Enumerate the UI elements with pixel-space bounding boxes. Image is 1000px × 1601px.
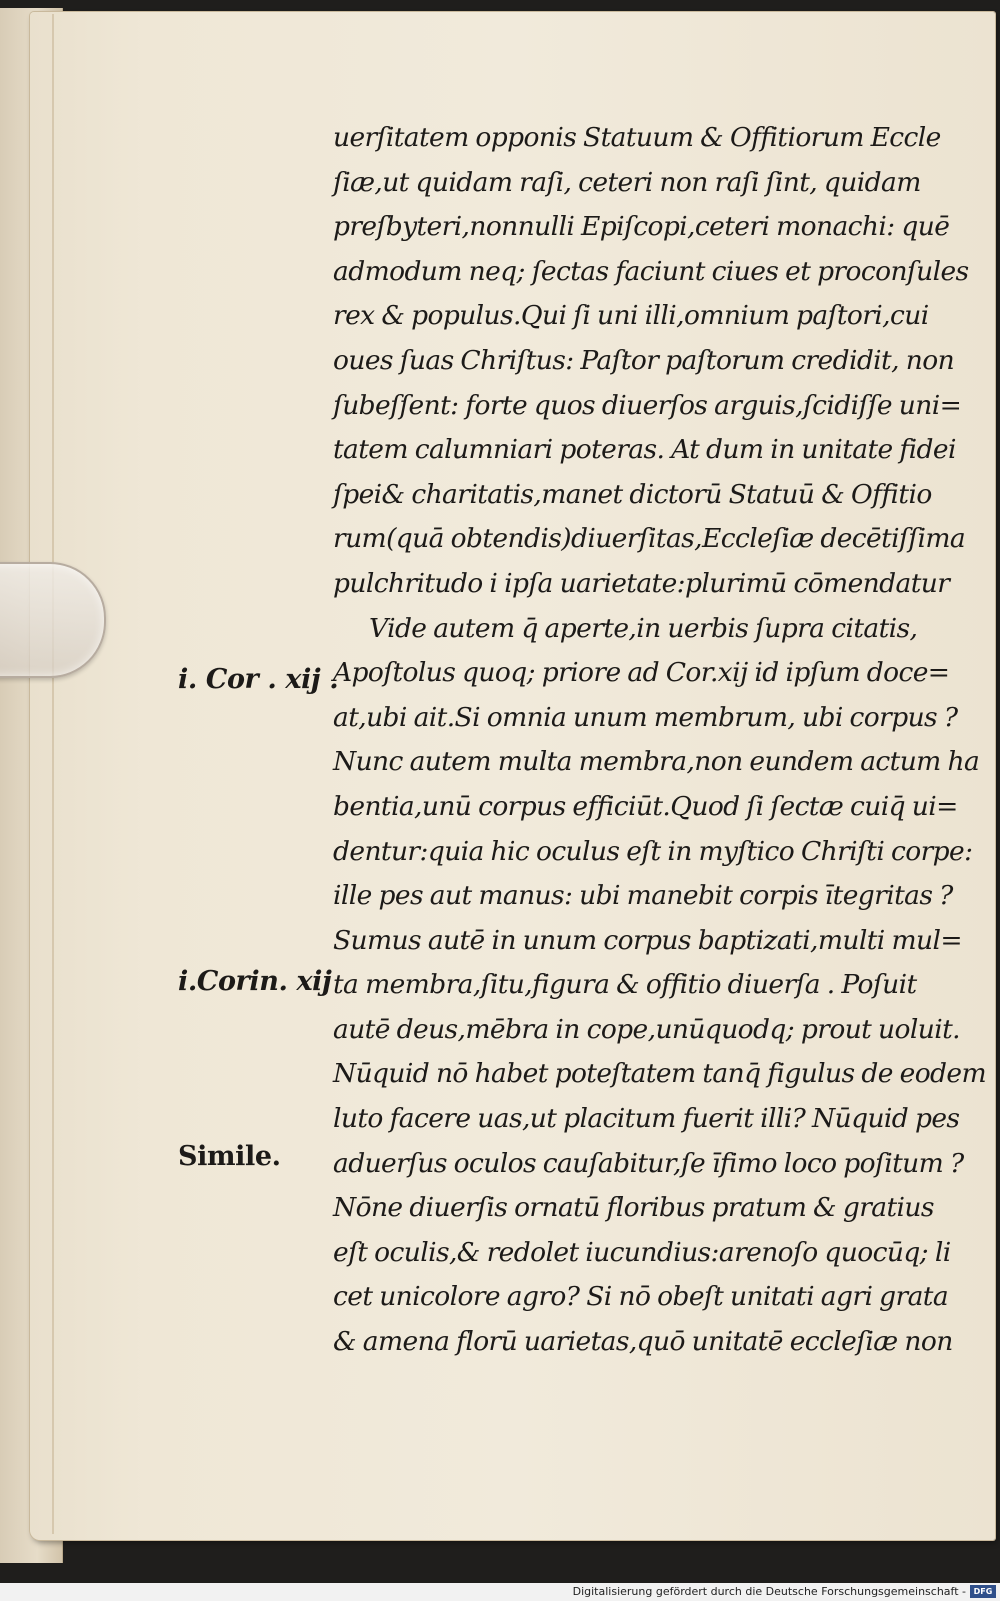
margin-note-corin-xij: i.Corin. xij bbox=[178, 966, 332, 997]
text-line: bentia,unū corpus efficiūt.Quod ſi ſectæ cuiq̄ ui= bbox=[333, 790, 958, 822]
text-line: Apoſtolus quoq; priore ad Cor.xij id ipſum doce= bbox=[333, 657, 950, 689]
text-line: admodum neq; ſectas faciunt ciues et proconſules bbox=[333, 255, 969, 287]
text-line: ſubeſſent: forte quos diuerſos arguis,ſcidiſſe uni= bbox=[333, 389, 962, 421]
text-line: luto facere uas,ut placitum fuerit illi? Nūquid pes bbox=[333, 1103, 960, 1135]
text-line: oues ſuas Chriſtus: Paſtor paſtorum credidit, non bbox=[333, 344, 955, 376]
dfg-logo-icon: DFG bbox=[970, 1585, 996, 1598]
text-line: autē deus,mēbra in cope,unūquodq; prout uoluit. bbox=[333, 1013, 960, 1045]
text-line: ille pes aut manus: ubi manebit corpis ītegritas ? bbox=[333, 880, 953, 912]
main-text-block bbox=[333, 116, 987, 1365]
text-line: cet unicolore agro? Si nō obeſt unitati agri grata bbox=[333, 1281, 949, 1313]
text-line: Nōne diuerſis ornatū floribus pratum & gratius bbox=[333, 1192, 934, 1224]
text-line: at,ubi ait.Si omnia unum membrum, ubi corpus ? bbox=[333, 701, 958, 733]
text-line-paragraph-start: Vide autem q̄ aperte,in uerbis ſupra citatis, bbox=[369, 612, 918, 644]
margin-note-simile: Simile. bbox=[178, 1141, 281, 1172]
text-line: aduerſus oculos cauſabitur,ſe īfimo loco poſitum ? bbox=[333, 1147, 964, 1179]
text-line: rex & populus.Qui ſi uni illi,omnium paſtori,cui bbox=[333, 300, 929, 332]
digitization-footer bbox=[0, 1583, 1000, 1601]
text-line: pulchritudo i ipſa uarietate:plurimū cōmendatur bbox=[333, 567, 950, 599]
text-line: ſpei& charitatis,manet dictorū Statuū & Offitio bbox=[333, 478, 932, 510]
text-line: Nunc autem multa membra,non eundem actum ha bbox=[333, 746, 980, 778]
page-holder-clip bbox=[0, 562, 106, 678]
text-line: rum(quā obtendis)diuerſitas,Eccleſiæ decētiſſima bbox=[333, 523, 966, 555]
text-line: & amena florū uarietas,quō unitatē eccleſiæ non bbox=[333, 1326, 953, 1358]
text-line: Nūquid nō habet poteſtatem tanq̄ figulus de eodem bbox=[333, 1058, 987, 1090]
text-line: uerſitatem opponis Statuum & Offitiorum Eccle bbox=[333, 122, 941, 153]
text-line: Sumus autē in unum corpus baptizati,multi mul= bbox=[333, 924, 962, 956]
text-line: eſt oculis,& redolet iucundius:arenoſo quocūq; li bbox=[333, 1236, 951, 1268]
text-line: preſbyteri,nonnulli Epiſcopi,ceteri monachi: quē bbox=[333, 211, 950, 243]
footer-credit: Digitalisierung gefördert durch die Deutsche Forschungsgemeinschaft - bbox=[572, 1585, 966, 1598]
page-fold-line bbox=[52, 14, 54, 1534]
text-line: ſiæ,ut quidam raſi, ceteri non raſi ſint, quidam bbox=[333, 166, 921, 198]
text-line: ta membra,ſitu,figura & offitio diuerſa . Poſuit bbox=[333, 969, 917, 1001]
text-line: tatem calumniari poteras. At dum in unitate fidei bbox=[333, 434, 956, 466]
margin-note-cor-xij: i. Cor . xij . bbox=[178, 664, 339, 695]
text-line: dentur:quia hic oculus eſt in myſtico Chriſti corpe: bbox=[333, 835, 973, 867]
